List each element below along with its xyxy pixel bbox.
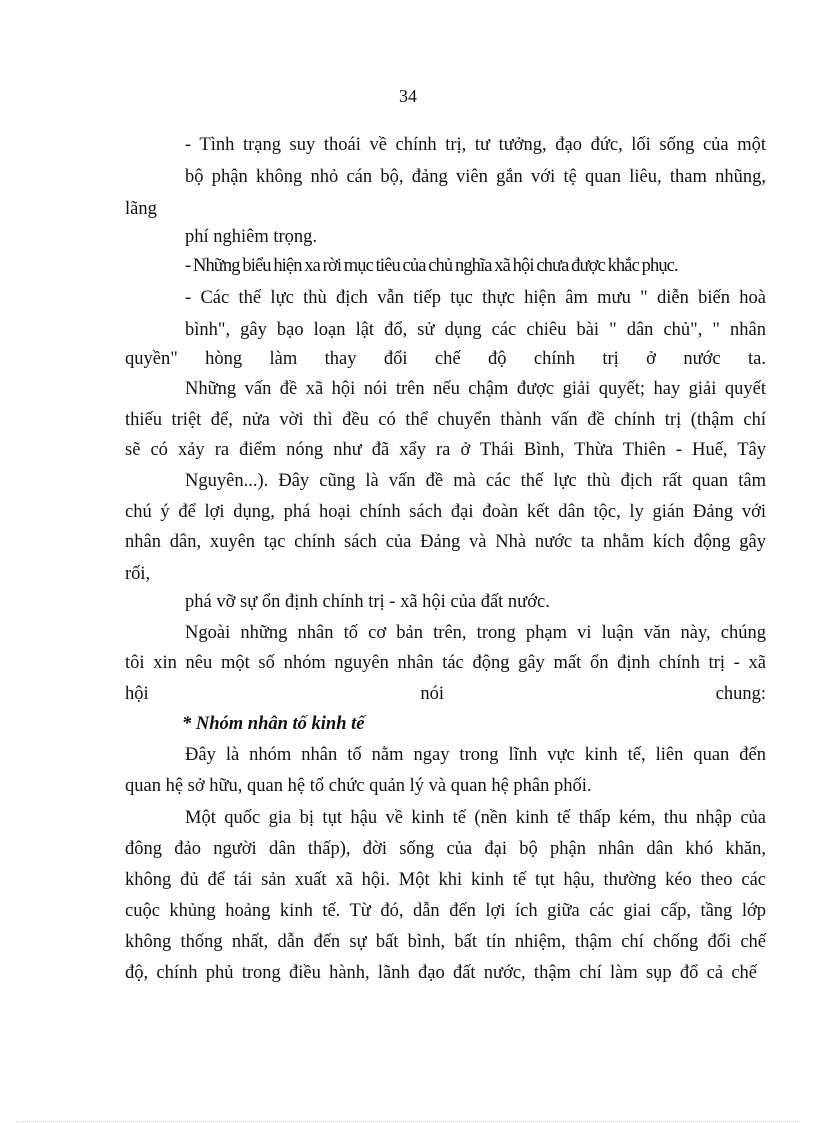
text-line: phí nghiêm trọng. bbox=[185, 227, 318, 247]
text-line: thiếu triệt để, nửa vời thì đều có thể chuyển thành vấn đề chính trị (thậm chí bbox=[125, 410, 766, 430]
text-line: hội nói chung: bbox=[125, 684, 766, 704]
text-line: cuộc khủng hoảng kinh tế. Từ đó, dẫn đến lợi ích giữa các giai cấp, tầng lớp bbox=[125, 901, 766, 921]
text-line: chú ý để lợi dụng, phá hoại chính sách đại đoàn kết dân tộc, ly gián Đảng với bbox=[125, 502, 766, 522]
text-line: không thống nhất, dẫn đến sự bất bình, bất tín nhiệm, thậm chí chống đối chế bbox=[125, 932, 766, 952]
text-line: quyền" hòng làm thay đổi chế độ chính trị ở nước ta. bbox=[125, 349, 766, 369]
text-line: tôi xin nêu một số nhóm nguyên nhân tác động gây mất ổn định chính trị - xã bbox=[125, 653, 766, 673]
text-line: không đủ để tái sản xuất xã hội. Một khi kinh tế tụt hậu, thường kéo theo các bbox=[125, 870, 766, 890]
text-line: - Những biểu hiện xa rời mục tiêu của chủ nghĩa xã hội chưa được khắc phục. bbox=[185, 256, 678, 276]
text-line: đông đảo người dân thấp), đời sống của đại bộ phận nhân dân khó khăn, bbox=[125, 839, 766, 859]
text-line: - Tình trạng suy thoái về chính trị, tư tưởng, đạo đức, lối sống của một bbox=[185, 135, 766, 155]
text-line: Nguyên...). Đây cũng là vấn đề mà các thế lực thù địch rất quan tâm bbox=[185, 471, 766, 491]
text-line: độ, chính phủ trong điều hành, lãnh đạo đất nước, thậm chí làm sụp đổ cả chế bbox=[125, 963, 757, 983]
text-line: bộ phận không nhỏ cán bộ, đảng viên gắn với tệ quan liêu, tham nhũng, bbox=[185, 167, 766, 187]
page-bottom-divider bbox=[16, 1121, 800, 1122]
text-line: bình", gây bạo loạn lật đổ, sử dụng các chiêu bài " dân chủ", " nhân bbox=[185, 320, 766, 340]
text-line: - Các thế lực thù địch vẫn tiếp tục thực hiện âm mưu " diễn biến hoà bbox=[185, 288, 766, 308]
text-line: rối, bbox=[125, 564, 151, 584]
text-line: Ngoài những nhân tố cơ bản trên, trong phạm vi luận văn này, chúng bbox=[185, 623, 766, 643]
text-line: quan hệ sở hữu, quan hệ tổ chức quản lý và quan hệ phân phối. bbox=[125, 776, 592, 796]
section-heading: * Nhóm nhân tố kinh tế bbox=[182, 714, 365, 734]
text-line: lãng bbox=[125, 199, 157, 219]
text-line: phá vỡ sự ổn định chính trị - xã hội của đất nước. bbox=[185, 592, 550, 612]
text-line: sẽ có xảy ra điểm nóng như đã xẩy ra ở Thái Bình, Thừa Thiên - Huế, Tây bbox=[125, 440, 766, 460]
page-number: 34 bbox=[399, 86, 417, 106]
text-line: Những vấn đề xã hội nói trên nếu chậm được giải quyết; hay giải quyết bbox=[185, 379, 766, 399]
text-line: nhân dân, xuyên tạc chính sách của Đảng và Nhà nước ta nhằm kích động gây bbox=[125, 532, 766, 552]
text-line: Một quốc gia bị tụt hậu về kinh tế (nền kinh tế thấp kém, thu nhập của bbox=[185, 808, 766, 828]
text-line: Đây là nhóm nhân tố nằm ngay trong lĩnh vực kinh tế, liên quan đến bbox=[185, 745, 766, 765]
